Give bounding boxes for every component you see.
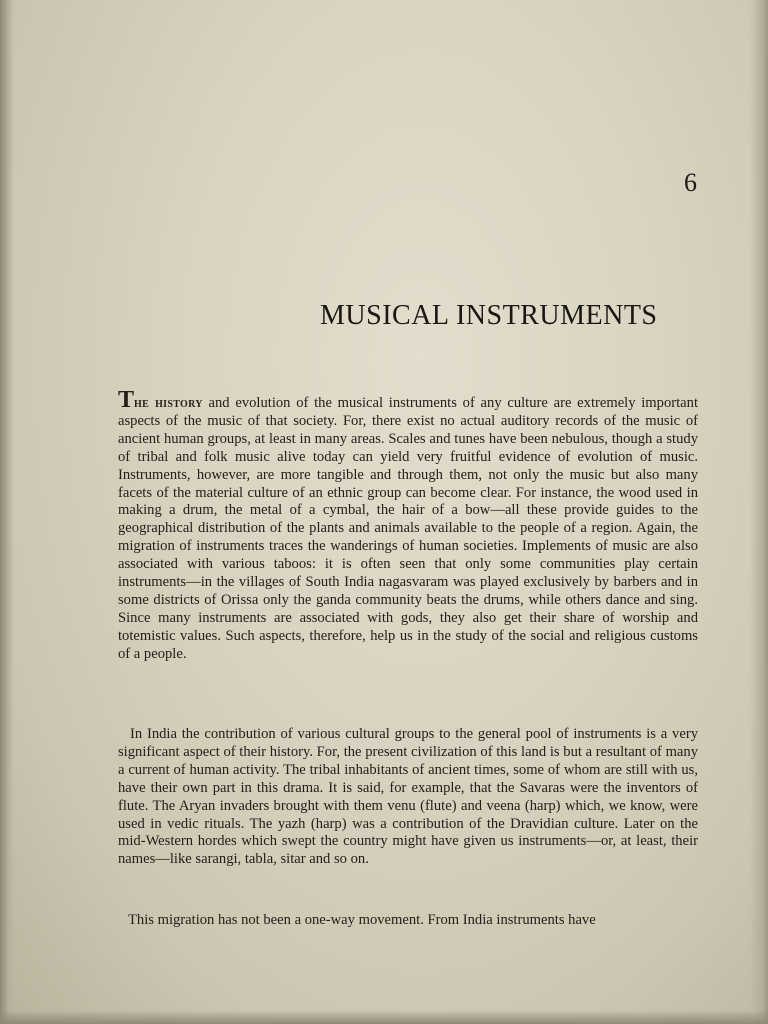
chapter-number: 6	[684, 168, 697, 197]
paragraph-1	[118, 387, 698, 664]
paragraph-2: In India the contribution of various cultural groups to the general pool of instruments is a very significant aspect of their history. For, the present civilization of this land is but a resultant of many a current of human activity. The tribal inhabitants of ancient times, some of whom are still with us, have their own part in this drama. It is said, for example, that the Savaras were the inventors of flute. The Aryan invaders brought with them venu (flute) and veena (harp) which, we know, were used in vedic rituals. The yazh (harp) was a contribution of the Dravidian culture. Later on the mid-Western hordes which swept the country might have given us instruments—or, at least, their names—like sarangi, tabla, sitar and so on.	[118, 726, 698, 868]
chapter-title: MUSICAL INSTRUMENTS	[320, 300, 658, 331]
drop-cap: T	[118, 387, 135, 413]
paragraph-3: This migration has not been a one-way movement. From India instruments have	[128, 912, 596, 928]
paragraph-lead: he history	[134, 395, 203, 411]
page-edge-bottom	[0, 1010, 768, 1024]
paragraph-1-text: and evolution of the musical instruments of any culture are extremely important aspects of the music of that society. For, there exist no actual auditory records of the music of ancient human groups, at least in many areas. Scales and tunes have been nebulous, though a study of tribal and folk music alive today can yield very fruitful evidence of evolution of music. Instruments, however, are more tangible and through them, not only the music but also many facets of the material culture of an ethnic group can become clear. For instance, the wood used in making a drum, the metal of a cymbal, the hair of a bow—all these provide guides to the geographical distribution of the plants and animals available to the people of a region. Again, the migration of instruments traces the wanderings of human societies. Implements of music are also associated with various taboos: it is often seen that only some communities play certain instruments—in the villages of South India nagasvaram was played exclusively by barbers and in some districts of Orissa only the ganda community beats the drums, while others dance and sing. Since many instruments are associated with gods, they also get their share of worship and totemistic values. Such aspects, therefore, help us in the study of the social and religious customs of a people.	[118, 395, 698, 662]
page-edge-right	[750, 0, 768, 1024]
page-gutter-shadow	[0, 0, 14, 1024]
